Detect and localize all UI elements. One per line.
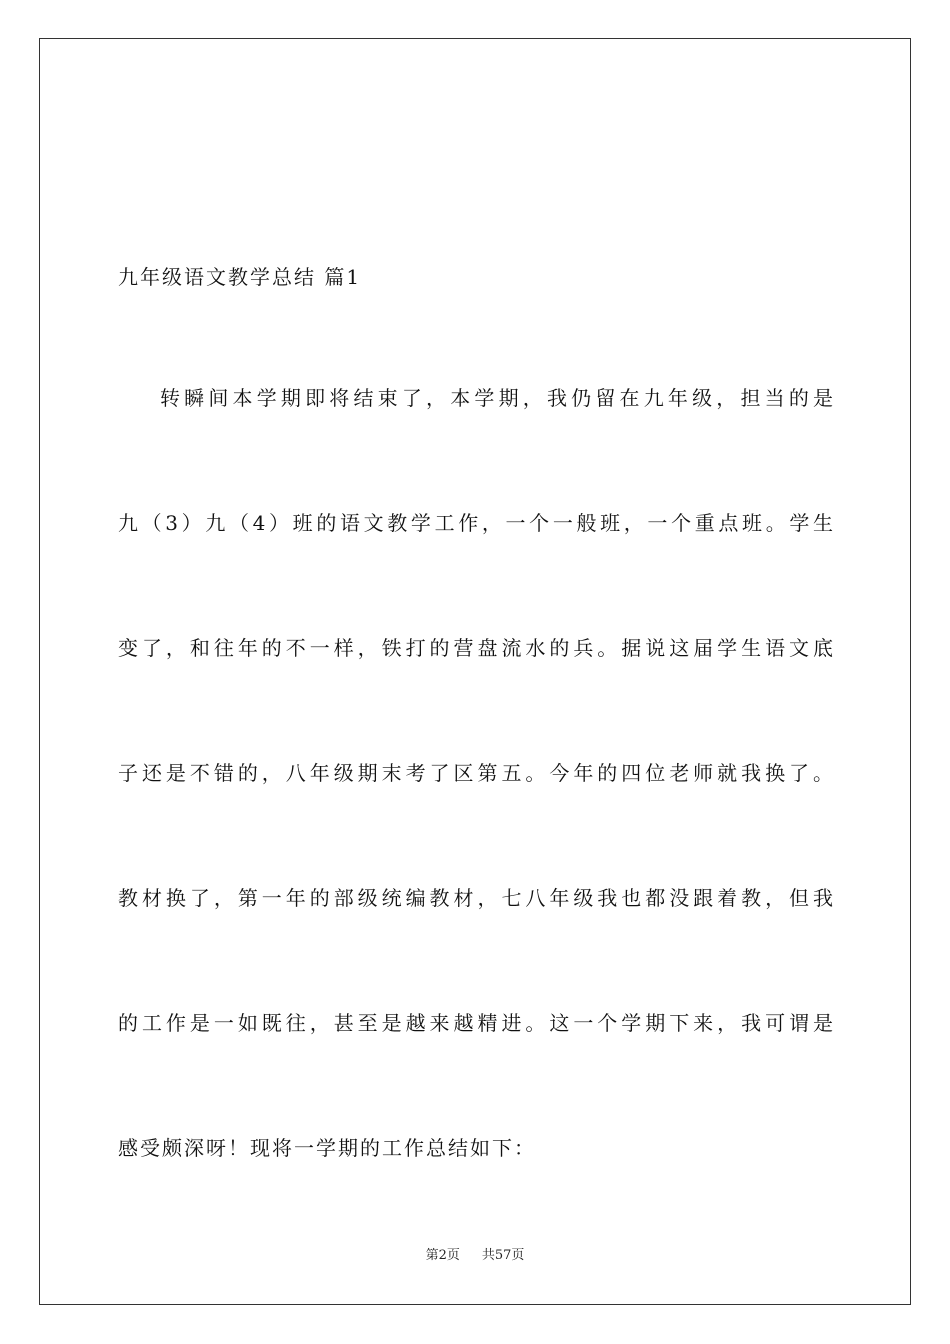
paragraph-line-1: 转瞬间本学期即将结束了，本学期，我仍留在九年级，担当的是 [160, 386, 833, 410]
page-total: 共57页 [481, 1248, 525, 1263]
document-title: 九年级语文教学总结 篇1 [118, 265, 362, 289]
paragraph-line-5: 教材换了，第一年的部级统编教材，七八年级我也都没跟着教，但我 [118, 886, 833, 910]
page-border [39, 38, 911, 1305]
paragraph-line-2: 九（3）九（4）班的语文教学工作，一个一般班，一个重点班。学生 [118, 511, 833, 535]
paragraph-line-3: 变了，和往年的不一样，铁打的营盘流水的兵。据说这届学生语文底 [118, 636, 833, 660]
paragraph-line-6: 的工作是一如既往，甚至是越来越精进。这一个学期下来，我可谓是 [118, 1011, 833, 1035]
page-number: 第2页 [425, 1248, 460, 1263]
paragraph-line-4: 子还是不错的，八年级期末考了区第五。今年的四位老师就我换了。 [118, 761, 833, 785]
page-footer [0, 1247, 950, 1265]
paragraph-line-7: 感受颇深呀！现将一学期的工作总结如下： [118, 1136, 536, 1160]
